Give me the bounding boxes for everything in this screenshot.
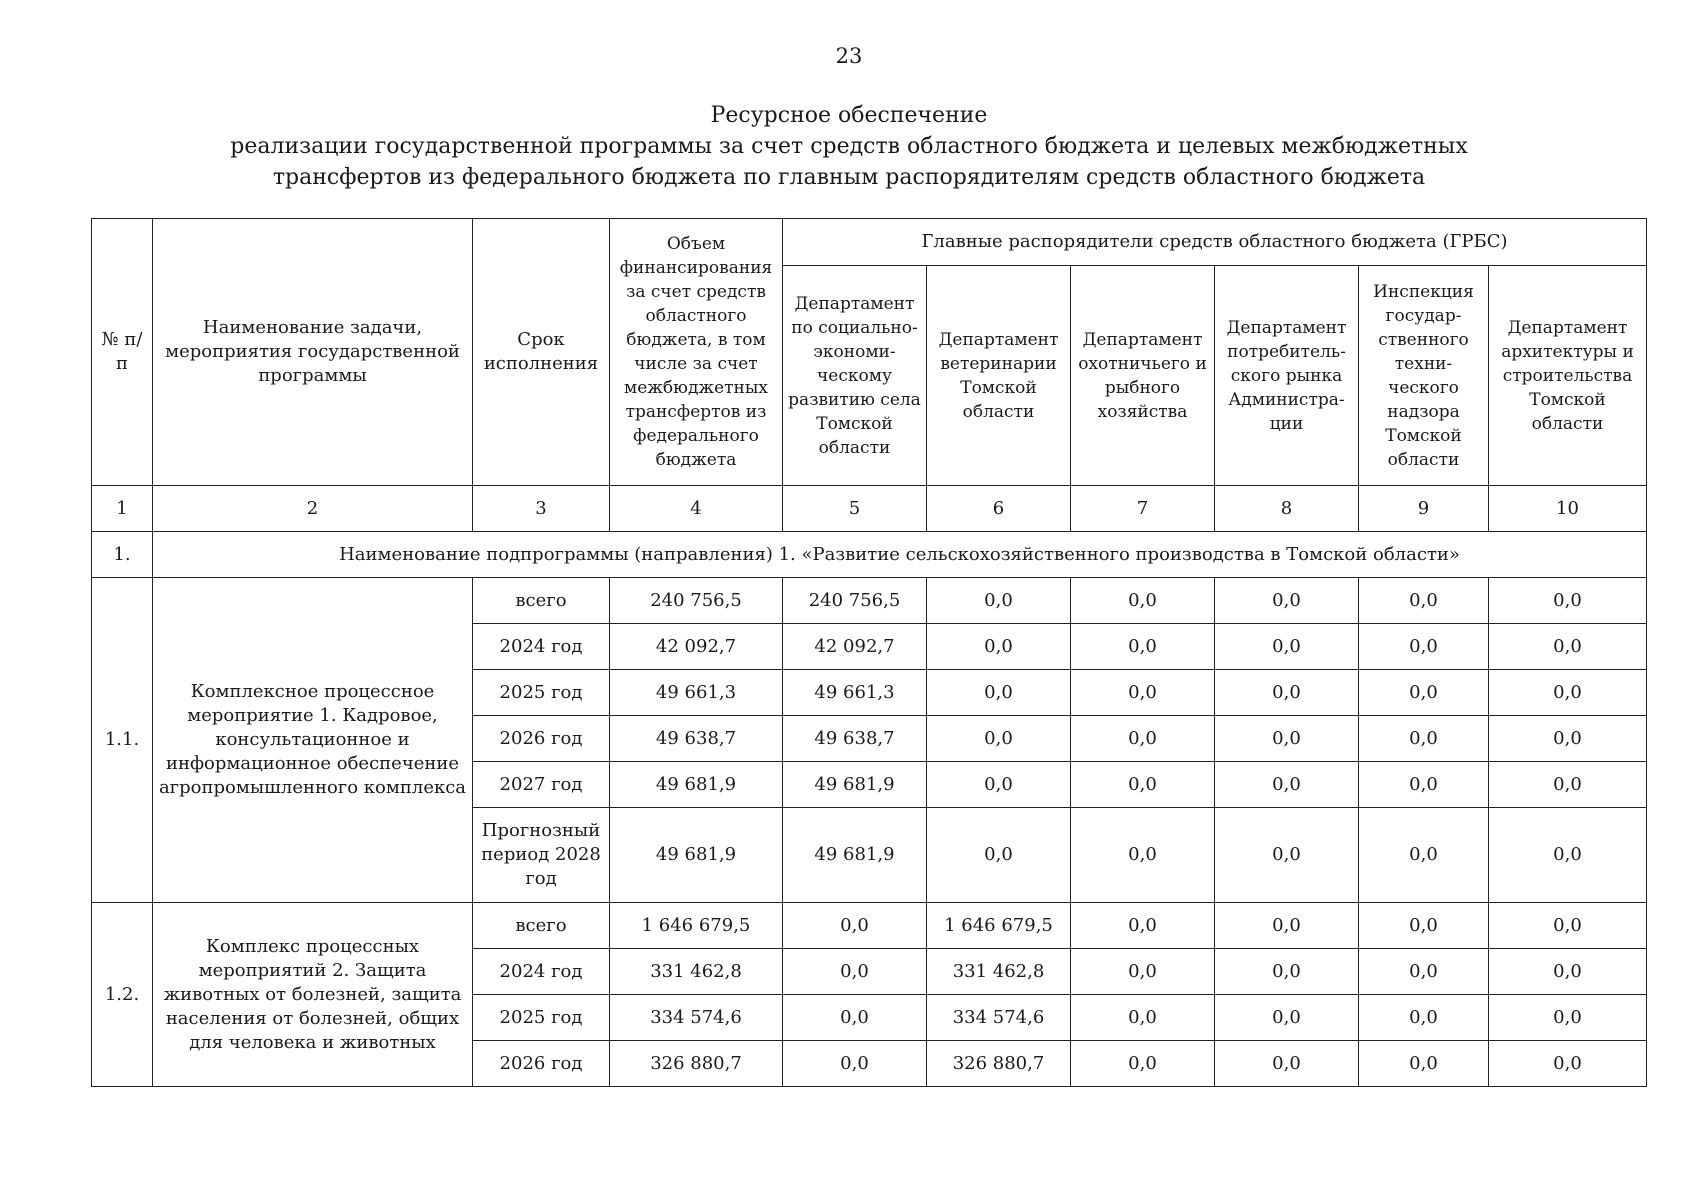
column-number: 6 <box>927 486 1071 532</box>
grbs-value-cell: 0,0 <box>1215 903 1359 949</box>
volume-cell: 42 092,7 <box>610 624 783 670</box>
grbs-value-cell: 0,0 <box>1071 670 1215 716</box>
header-dept-consumer: Департамент потребитель-ского рынка Администра-ции <box>1215 266 1359 486</box>
grbs-value-cell: 0,0 <box>1071 903 1215 949</box>
column-number: 8 <box>1215 486 1359 532</box>
grbs-value-cell: 42 092,7 <box>783 624 927 670</box>
header-grbs: Главные распорядители средств областного бюджета (ГРБС) <box>783 219 1647 266</box>
grbs-value-cell: 0,0 <box>1215 578 1359 624</box>
column-number: 3 <box>473 486 610 532</box>
volume-cell: 240 756,5 <box>610 578 783 624</box>
grbs-value-cell: 0,0 <box>1071 578 1215 624</box>
row-group-name: Комплексное процессное мероприятие 1. Кадровое, консультационное и информационное обеспечение агропромышленного комплекса <box>153 578 473 903</box>
grbs-value-cell: 0,0 <box>1215 1041 1359 1087</box>
grbs-value-cell: 0,0 <box>1071 762 1215 808</box>
header-row-1 <box>92 219 1647 266</box>
grbs-value-cell: 0,0 <box>927 762 1071 808</box>
volume-cell: 49 681,9 <box>610 762 783 808</box>
grbs-value-cell: 0,0 <box>1489 1041 1647 1087</box>
grbs-value-cell: 0,0 <box>927 578 1071 624</box>
header-name: Наименование задачи, мероприятия государственной программы <box>153 219 473 486</box>
grbs-value-cell: 0,0 <box>1071 716 1215 762</box>
column-numbers-row <box>92 486 1647 532</box>
grbs-value-cell: 0,0 <box>783 949 927 995</box>
grbs-value-cell: 0,0 <box>1359 624 1489 670</box>
grbs-value-cell: 0,0 <box>1489 949 1647 995</box>
column-number: 1 <box>92 486 153 532</box>
grbs-value-cell: 0,0 <box>1215 762 1359 808</box>
header-volume: Объем финансирования за счет средств областного бюджета, в том числе за счет межбюджетных трансфертов из федерального бюджета <box>610 219 783 486</box>
grbs-value-cell: 0,0 <box>1359 716 1489 762</box>
title-line-1: Ресурсное обеспечение <box>710 103 988 128</box>
grbs-value-cell: 0,0 <box>1071 1041 1215 1087</box>
grbs-value-cell: 49 681,9 <box>783 762 927 808</box>
term-cell: 2025 год <box>473 670 610 716</box>
grbs-value-cell: 0,0 <box>1489 808 1647 903</box>
header-dept-architecture: Департамент архитектуры и строительства Томской области <box>1489 266 1647 486</box>
header-dept-hunting: Департамент охотничьего и рыбного хозяйства <box>1071 266 1215 486</box>
column-number: 4 <box>610 486 783 532</box>
grbs-value-cell: 0,0 <box>1071 949 1215 995</box>
volume-cell: 49 638,7 <box>610 716 783 762</box>
grbs-value-cell: 0,0 <box>1489 903 1647 949</box>
grbs-value-cell: 0,0 <box>1215 808 1359 903</box>
column-number: 5 <box>783 486 927 532</box>
grbs-value-cell: 0,0 <box>1359 995 1489 1041</box>
grbs-value-cell: 0,0 <box>1215 716 1359 762</box>
grbs-value-cell: 0,0 <box>1215 995 1359 1041</box>
page-number: 23 <box>835 44 863 68</box>
row-group-name: Комплекс процессных мероприятий 2. Защита животных от болезней, защита населения от болезней, общих для человека и животных <box>153 903 473 1087</box>
grbs-value-cell: 49 661,3 <box>783 670 927 716</box>
grbs-value-cell: 334 574,6 <box>927 995 1071 1041</box>
grbs-value-cell: 0,0 <box>1071 624 1215 670</box>
grbs-value-cell: 0,0 <box>1359 903 1489 949</box>
header-inspection: Инспекция государ-ственного техни-ческого надзора Томской области <box>1359 266 1489 486</box>
grbs-value-cell: 240 756,5 <box>783 578 927 624</box>
grbs-value-cell: 0,0 <box>1215 949 1359 995</box>
term-cell: всего <box>473 903 610 949</box>
grbs-value-cell: 0,0 <box>1215 670 1359 716</box>
grbs-value-cell: 49 681,9 <box>783 808 927 903</box>
volume-cell: 331 462,8 <box>610 949 783 995</box>
row-group-number: 1.2. <box>92 903 153 1087</box>
grbs-value-cell: 0,0 <box>1489 624 1647 670</box>
header-term: Срок исполнения <box>473 219 610 486</box>
grbs-value-cell: 0,0 <box>1359 808 1489 903</box>
grbs-value-cell: 0,0 <box>1489 762 1647 808</box>
grbs-value-cell: 0,0 <box>927 808 1071 903</box>
grbs-value-cell: 0,0 <box>1359 949 1489 995</box>
grbs-value-cell: 0,0 <box>927 716 1071 762</box>
term-cell: 2024 год <box>473 624 610 670</box>
grbs-value-cell: 0,0 <box>783 1041 927 1087</box>
grbs-value-cell: 0,0 <box>1359 1041 1489 1087</box>
grbs-value-cell: 0,0 <box>1071 995 1215 1041</box>
grbs-value-cell: 326 880,7 <box>927 1041 1071 1087</box>
column-number: 9 <box>1359 486 1489 532</box>
grbs-value-cell: 0,0 <box>1071 808 1215 903</box>
column-number: 7 <box>1071 486 1215 532</box>
grbs-value-cell: 0,0 <box>927 670 1071 716</box>
header-dept-veterinary: Департамент ветеринарии Томской области <box>927 266 1071 486</box>
term-cell: 2027 год <box>473 762 610 808</box>
term-cell: 2026 год <box>473 716 610 762</box>
section-row <box>92 532 1647 578</box>
volume-cell: 49 661,3 <box>610 670 783 716</box>
grbs-value-cell: 0,0 <box>1489 716 1647 762</box>
section-number: 1. <box>92 532 153 578</box>
table-row <box>92 578 1647 624</box>
grbs-value-cell: 1 646 679,5 <box>927 903 1071 949</box>
grbs-value-cell: 0,0 <box>1489 995 1647 1041</box>
grbs-value-cell: 331 462,8 <box>927 949 1071 995</box>
grbs-value-cell: 0,0 <box>927 624 1071 670</box>
grbs-value-cell: 0,0 <box>1489 578 1647 624</box>
title-line-2: реализации государственной программы за счет средств областного бюджета и целевых межбюджетных <box>230 134 1468 159</box>
resource-table <box>91 218 1647 1087</box>
table-row <box>92 903 1647 949</box>
grbs-value-cell: 0,0 <box>1359 762 1489 808</box>
document-title <box>0 100 1698 193</box>
volume-cell: 326 880,7 <box>610 1041 783 1087</box>
row-group-number: 1.1. <box>92 578 153 903</box>
grbs-value-cell: 49 638,7 <box>783 716 927 762</box>
groups-body <box>92 578 1647 1087</box>
term-cell: всего <box>473 578 610 624</box>
volume-cell: 1 646 679,5 <box>610 903 783 949</box>
term-cell: 2025 год <box>473 995 610 1041</box>
grbs-value-cell: 0,0 <box>1215 624 1359 670</box>
term-cell: 2026 год <box>473 1041 610 1087</box>
volume-cell: 334 574,6 <box>610 995 783 1041</box>
term-cell: 2024 год <box>473 949 610 995</box>
grbs-value-cell: 0,0 <box>1359 578 1489 624</box>
section-title: Наименование подпрограммы (направления) 1. «Развитие сельскохозяйственного производства в Томской области» <box>153 532 1647 578</box>
header-num: № п/п <box>92 219 153 486</box>
grbs-value-cell: 0,0 <box>783 995 927 1041</box>
volume-cell: 49 681,9 <box>610 808 783 903</box>
grbs-value-cell: 0,0 <box>783 903 927 949</box>
grbs-value-cell: 0,0 <box>1489 670 1647 716</box>
header-dept-social: Департамент по социально-экономи-ческому развитию села Томской области <box>783 266 927 486</box>
column-number: 2 <box>153 486 473 532</box>
grbs-value-cell: 0,0 <box>1359 670 1489 716</box>
column-number: 10 <box>1489 486 1647 532</box>
term-cell: Прогнозный период 2028 год <box>473 808 610 903</box>
title-line-3: трансфертов из федерального бюджета по главным распорядителям средств областного бюджета <box>272 165 1426 190</box>
